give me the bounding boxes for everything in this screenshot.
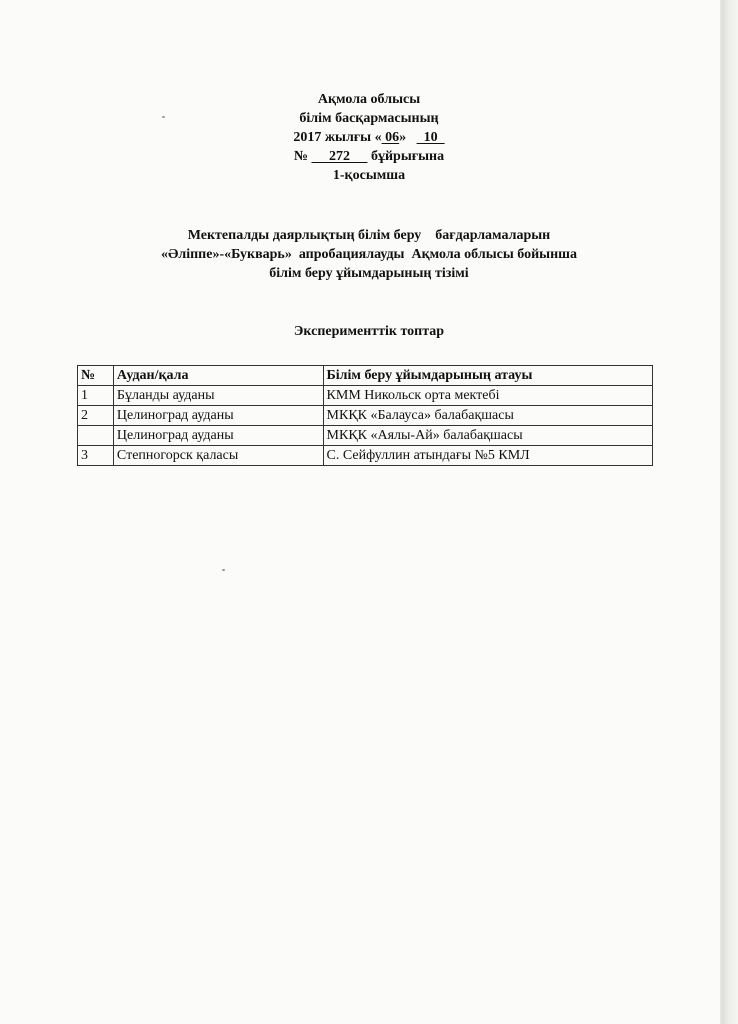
header-date [0,128,738,147]
cell-number: 2 [78,406,114,426]
title-line-2: «Әліппе»-«Букварь» апробациялауды Ақмола облысы бойынша [161,247,577,262]
table-header-row [78,366,653,386]
cell-organization: МКҚК «Аялы-Ай» балабақшасы [323,426,652,446]
order-number-suffix: бұйрығына [367,149,445,164]
date-mid: » [399,130,417,145]
header-region: Ақмола облысы [317,92,421,107]
table-row [78,446,653,466]
order-number-prefix: № [293,149,312,164]
table-row [78,426,653,446]
header-order-number [0,147,738,166]
table-row [78,406,653,426]
header-department: білім басқармасының [299,111,439,126]
column-header-number: № [78,366,114,386]
cell-number [78,426,114,446]
cell-district: Бұланды ауданы [113,386,323,406]
date-prefix: 2017 жылғы « [293,130,382,145]
cell-organization: С. Сейфуллин атындағы №5 КМЛ [323,446,652,466]
organizations-table [77,365,653,466]
date-month: 10 [416,130,445,145]
cell-organization: КММ Никольск орта мектебі [323,386,652,406]
group-title: Эксперименттік топтар [293,324,445,339]
cell-organization: МКҚК «Балауса» балабақшасы [323,406,652,426]
order-number: 272 [311,149,368,164]
scan-speck [222,569,225,571]
cell-number: 3 [78,446,114,466]
cell-district: Целиноград ауданы [113,406,323,426]
table-row [78,386,653,406]
title-line-1: Мектепалды даярлықтың білім беру бағдарламаларын [187,228,551,243]
cell-district: Целиноград ауданы [113,426,323,446]
column-header-district: Аудан/қала [113,366,323,386]
order-appendix-header [0,90,738,185]
header-appendix-label: 1-қосымша [332,168,406,183]
title-line-3: білім беру ұйымдарының тізімі [269,266,469,281]
date-day: 06 [381,130,400,145]
column-header-organization: Білім беру ұйымдарының атауы [323,366,652,386]
cell-number: 1 [78,386,114,406]
cell-district: Степногорск қаласы [113,446,323,466]
document-title [0,226,738,283]
